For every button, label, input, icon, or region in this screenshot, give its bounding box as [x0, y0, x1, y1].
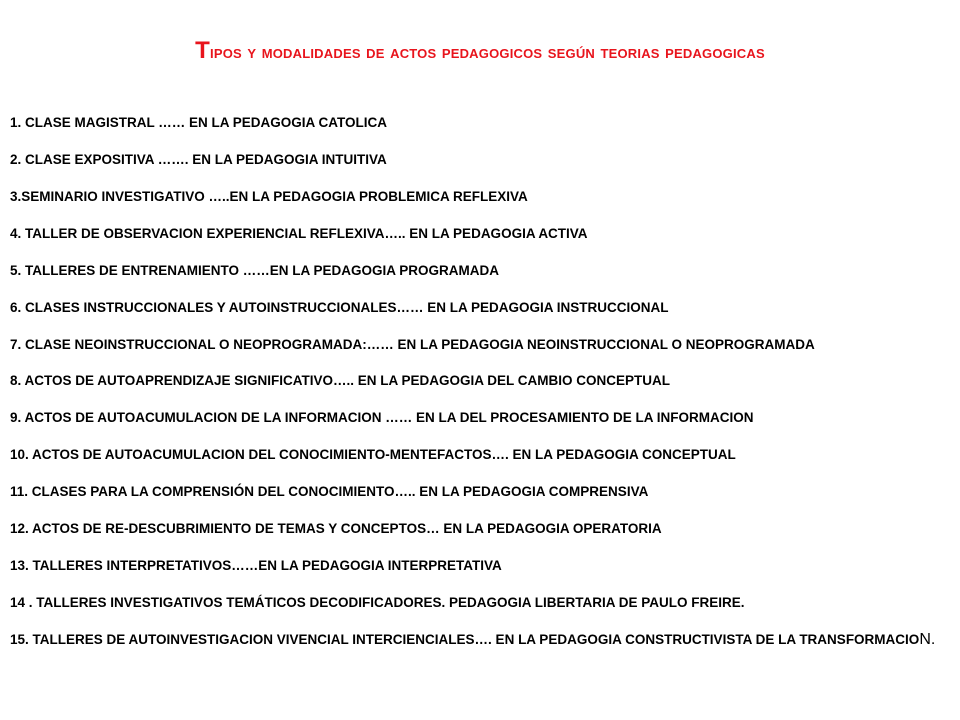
pedagogy-list — [10, 114, 950, 667]
list-item-1: 1. CLASE MAGISTRAL …… EN LA PEDAGOGIA CATOLICA — [10, 115, 388, 130]
list-item-6: 6. CLASES INSTRUCCIONALES Y AUTOINSTRUCCIONALES…… EN LA PEDAGOGIA INSTRUCCIONAL — [10, 300, 669, 315]
list-item-11: 11. CLASES PARA LA COMPRENSIÓN DEL CONOCIMIENTO….. EN LA PEDAGOGIA COMPRENSIVA — [10, 484, 649, 499]
list-item-2: 2. CLASE EXPOSITIVA ……. EN LA PEDAGOGIA INTUITIVA — [10, 152, 387, 167]
list-item-14: 14 . TALLERES INVESTIGATIVOS TEMÁTICOS DECODIFICADORES. PEDAGOGIA LIBERTARIA DE PAULO FREIRE. — [10, 595, 745, 610]
title-first-letter: T — [195, 37, 211, 64]
list-item-7: 7. CLASE NEOINSTRUCCIONAL O NEOPROGRAMADA:…… EN LA PEDAGOGIA NEOINSTRUCCIONAL O NEOPROGRAMADA — [10, 337, 815, 352]
list-item-5: 5. TALLERES DE ENTRENAMIENTO ……EN LA PEDAGOGIA PROGRAMADA — [10, 263, 500, 278]
list-item-8: 8. ACTOS DE AUTOAPRENDIZAJE SIGNIFICATIVO….. EN LA PEDAGOGIA DEL CAMBIO CONCEPTUAL — [10, 373, 671, 388]
list-item-15 — [10, 631, 950, 648]
list-item-15-text: 15. TALLERES DE AUTOINVESTIGACION VIVENCIAL INTERCIENCIALES…. EN LA PEDAGOGIA CONSTRUCTIVISTA DE LA TRANSFORMACIO — [10, 632, 920, 647]
list-item-3: 3.SEMINARIO INVESTIGATIVO …..EN LA PEDAGOGIA PROBLEMICA REFLEXIVA — [10, 189, 528, 204]
list-item-4: 4. TALLER DE OBSERVACION EXPERIENCIAL REFLEXIVA….. EN LA PEDAGOGIA ACTIVA — [10, 226, 588, 241]
list-item-9: 9. ACTOS DE AUTOACUMULACION DE LA INFORMACION …… EN LA DEL PROCESAMIENTO DE LA INFORMACION — [10, 410, 754, 425]
slide-title — [40, 38, 920, 65]
list-item-10: 10. ACTOS DE AUTOACUMULACION DEL CONOCIMIENTO-MENTEFACTOS…. EN LA PEDAGOGIA CONCEPTUAL — [10, 447, 736, 462]
list-item-15-final-letter: N. — [919, 631, 936, 648]
list-item-13: 13. TALLERES INTERPRETATIVOS……EN LA PEDAGOGIA INTERPRETATIVA — [10, 558, 502, 573]
title-rest: ipos y modalidades de actos pedagogicos según teorias pedagogicas — [210, 42, 765, 63]
list-item-12: 12. ACTOS DE RE-DESCUBRIMIENTO DE TEMAS Y CONCEPTOS… EN LA PEDAGOGIA OPERATORIA — [10, 521, 662, 536]
